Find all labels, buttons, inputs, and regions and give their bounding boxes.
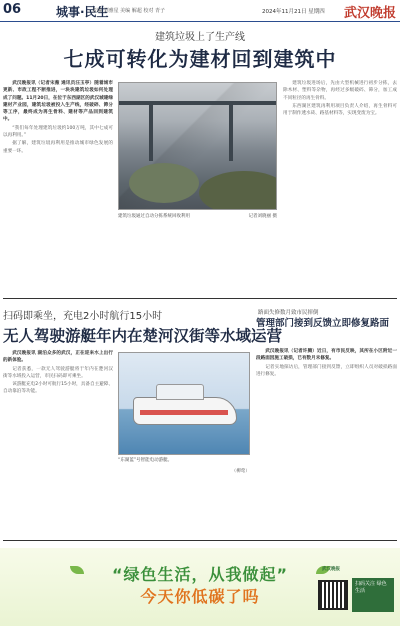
story2-paragraph: 武汉晚报讯 湖泊众多的武汉，正在迎来水上出行的新体验。 — [3, 351, 113, 364]
story1-column-left — [3, 80, 113, 156]
story2-photo — [118, 352, 250, 455]
story1-column-right — [283, 80, 397, 118]
story1-paragraph: 据了解，建筑垃圾再利用是推动城市绿色发展的重要一环。 — [3, 141, 113, 154]
side-story-paragraph: 记者实地探访后，管理部门接到反馈，立即组织人员对破损路面进行修复。 — [256, 364, 397, 377]
masthead — [0, 0, 400, 22]
story1-photo-caption — [118, 213, 277, 219]
photo-pile — [199, 171, 277, 210]
story1-paragraph: 东西湖区建筑再利用项目负责人介绍，再生骨料可用于制作透水砖、路基材料等，实现变废为宝。 — [283, 103, 397, 117]
story2-paragraph: 记者获悉，一款无人驾驶游艇将于年内在楚河汉街等水域投入运营，市民扫码即可乘坐。 — [3, 366, 113, 379]
story1-photo — [118, 82, 277, 210]
story1-headline: 七成可转化为建材回到建筑中 — [63, 47, 337, 71]
photo-structure — [149, 101, 153, 161]
issue-date: 2024年11月21日 星期四 — [262, 9, 325, 15]
section-divider — [3, 298, 397, 299]
story2-author: （柳莺） — [231, 469, 250, 474]
photo-credit: 记者刘晓丽 摄 — [248, 214, 277, 219]
qr-code-icon[interactable] — [318, 580, 348, 610]
story2-kicker: 扫码即乘坐，充电2小时航行15小时 — [3, 311, 163, 322]
story1-paragraph: 建筑垃圾进场后，先由大型机械进行初步分拣，去除木材、塑料等杂物，再经过多级破碎、筛分，加工成不同粒径的再生骨料。 — [283, 81, 397, 101]
side-story-headline: 管理部门接到反馈立即修复路面 — [256, 318, 390, 329]
story1-paragraph: “我们每年处理建筑垃圾约100万吨，其中七成可以再利用。” — [3, 125, 113, 139]
story2-headline: 无人驾驶游艇年内在楚河汉街等水域运营 — [3, 327, 283, 345]
story2-author-line — [118, 468, 250, 476]
story2-paragraph: 该游艇充电2小时可航行15小时，具备自主避障、自动靠泊等功能。 — [3, 382, 113, 395]
yacht-stripe — [140, 410, 228, 415]
photo-pile — [129, 163, 199, 203]
story1-paragraph: 武汉晚报讯（记者宋薇 通讯员汪玉亭）随着城市更新、市政工程不断推进，一块块建筑垃圾如何处理成了问题。11月20日，在位于东西湖区的武汉城建绿建材产业园，建筑垃圾被投入生产线，经破碎、筛分等工序，最终成为再生骨料、建材等产品回到建筑中。 — [3, 81, 113, 123]
side-story-paragraph: 武汉晚报讯（记者许腾）近日，有市民反映，其所在小区附近一段路面因施工破损，已有数月未修复。 — [256, 349, 397, 362]
side-story-body — [256, 348, 397, 379]
newspaper-logo: 武汉晚报 — [343, 6, 396, 21]
page-number: 06 — [3, 2, 22, 17]
story1-kicker: 建筑垃圾上了生产线 — [155, 32, 245, 43]
story2-photo-caption: “东湖蓝”号智能电动游艇。 — [118, 458, 173, 463]
section-title: 城事·民生 — [56, 5, 109, 19]
staff-credits: 责编 刘雅星 美编 解超 校对 青子 — [92, 8, 165, 14]
caption-text: 建筑垃圾通过自动分拣系统回收利用 — [118, 214, 190, 219]
qr-badge-label: 武汉晚报 — [322, 567, 340, 572]
banner-subslogan: 今天你低碳了吗 — [140, 587, 260, 606]
ad-box[interactable]: 扫码关注 绿色生活 — [352, 578, 394, 612]
banner-slogan: “绿色生活，从我做起” — [111, 565, 289, 584]
photo-structure — [229, 101, 233, 161]
side-story-kicker: 路面失修数月致市民摔倒 — [258, 310, 319, 316]
yacht-shape — [133, 397, 237, 425]
photo-structure — [119, 101, 277, 105]
story2-column-left — [3, 350, 113, 397]
section-divider — [3, 540, 397, 541]
yacht-cabin — [156, 384, 204, 400]
